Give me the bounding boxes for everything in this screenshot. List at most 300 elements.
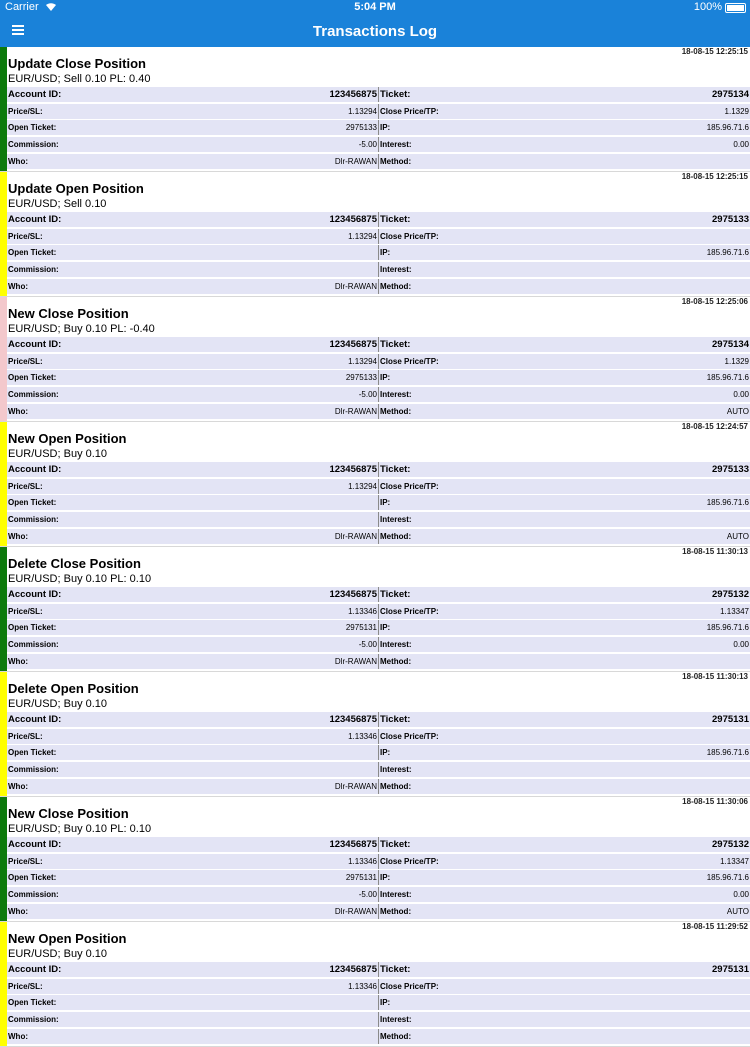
transaction-timestamp: 18-08-15 11:30:06: [682, 797, 748, 806]
transaction-subtitle: EUR/USD; Buy 0.10 PL: -0.40: [8, 323, 155, 335]
detail-cell: [7, 837, 379, 852]
transaction-color-bar: [0, 422, 7, 546]
price-sl-label: Price/SL:: [8, 856, 43, 866]
commission-value: -5.00: [358, 140, 377, 150]
detail-cell: [379, 887, 750, 902]
open-ticket-label: Open Ticket:: [8, 498, 57, 508]
who-label: Who:: [8, 531, 28, 541]
price-sl-value: 1.13346: [348, 981, 377, 991]
detail-row: [7, 979, 750, 994]
detail-cell: [7, 870, 379, 885]
detail-row: [7, 154, 750, 169]
ticket-value: 2975132: [712, 589, 749, 600]
ip-value: 185.96.71.6: [706, 623, 749, 633]
detail-cell: [379, 387, 750, 402]
interest-label: Interest:: [380, 140, 412, 150]
account-id-value: 123456875: [329, 339, 377, 350]
detail-cell: [379, 104, 750, 119]
status-bar: [0, 0, 750, 15]
detail-cell: [7, 154, 379, 169]
ticket-value: 2975131: [712, 964, 749, 975]
method-label: Method:: [380, 531, 412, 541]
detail-row: [7, 962, 750, 977]
detail-row: [7, 370, 750, 385]
detail-row: [7, 462, 750, 477]
commission-label: Commission:: [8, 140, 59, 150]
ip-label: IP:: [380, 373, 391, 383]
open-ticket-label: Open Ticket:: [8, 623, 57, 633]
close-price-tp-label: Close Price/TP:: [380, 106, 439, 116]
detail-cell: [7, 979, 379, 994]
detail-row: [7, 729, 750, 744]
detail-cell: [7, 245, 379, 260]
transaction-entry[interactable]: [0, 172, 750, 297]
detail-cell: [379, 262, 750, 277]
who-value: Dlr-RAWAN: [334, 906, 377, 916]
close-price-tp-value: 1.1329: [724, 106, 749, 116]
detail-cell: [379, 229, 750, 244]
detail-cell: [7, 104, 379, 119]
account-id-value: 123456875: [329, 839, 377, 850]
transaction-entry[interactable]: [0, 422, 750, 547]
detail-cell: [7, 887, 379, 902]
account-id-value: 123456875: [329, 714, 377, 725]
price-sl-value: 1.13346: [348, 856, 377, 866]
detail-row: [7, 229, 750, 244]
interest-label: Interest:: [380, 765, 412, 775]
transaction-title: Delete Close Position: [8, 556, 141, 571]
who-label: Who:: [8, 781, 28, 791]
method-label: Method:: [380, 156, 412, 166]
detail-row: [7, 87, 750, 102]
detail-cell: [7, 745, 379, 760]
detail-cell: [379, 870, 750, 885]
commission-label: Commission:: [8, 515, 59, 525]
detail-row: [7, 887, 750, 902]
ip-label: IP:: [380, 248, 391, 258]
account-id-value: 123456875: [329, 464, 377, 475]
who-label: Who:: [8, 656, 28, 666]
close-price-tp-label: Close Price/TP:: [380, 981, 439, 991]
transaction-title: New Open Position: [8, 931, 127, 946]
interest-value: 0.00: [733, 390, 749, 400]
detail-cell: [7, 620, 379, 635]
account-id-label: Account ID:: [8, 589, 62, 600]
detail-cell: [379, 462, 750, 477]
open-ticket-value: 2975131: [345, 623, 377, 633]
detail-row: [7, 604, 750, 619]
ticket-label: Ticket:: [380, 214, 411, 225]
detail-cell: [379, 762, 750, 777]
ticket-label: Ticket:: [380, 839, 411, 850]
detail-cell: [379, 995, 750, 1010]
close-price-tp-label: Close Price/TP:: [380, 481, 439, 491]
detail-cell: [7, 87, 379, 102]
detail-row: [7, 762, 750, 777]
detail-cell: [379, 354, 750, 369]
detail-cell: [379, 245, 750, 260]
price-sl-value: 1.13294: [348, 481, 377, 491]
who-label: Who:: [8, 1031, 28, 1041]
detail-cell: [7, 387, 379, 402]
account-id-value: 123456875: [329, 89, 377, 100]
transaction-subtitle: EUR/USD; Buy 0.10 PL: 0.10: [8, 823, 152, 835]
detail-row: [7, 212, 750, 227]
ticket-value: 2975134: [712, 89, 749, 100]
detail-row: [7, 512, 750, 527]
method-label: Method:: [380, 1031, 412, 1041]
detail-cell: [379, 137, 750, 152]
detail-cell: [379, 120, 750, 135]
detail-row: [7, 262, 750, 277]
detail-cell: [379, 1029, 750, 1044]
method-value: AUTO: [726, 531, 749, 541]
close-price-tp-value: 1.13347: [720, 856, 749, 866]
transactions-list[interactable]: [0, 47, 750, 1047]
detail-cell: [7, 512, 379, 527]
who-value: Dlr-RAWAN: [334, 781, 377, 791]
detail-cell: [379, 279, 750, 294]
ticket-label: Ticket:: [380, 714, 411, 725]
detail-row: [7, 745, 750, 760]
detail-cell: [379, 745, 750, 760]
price-sl-value: 1.13294: [348, 106, 377, 116]
account-id-value: 123456875: [329, 964, 377, 975]
ticket-value: 2975134: [712, 339, 749, 350]
detail-cell: [7, 462, 379, 477]
who-value: Dlr-RAWAN: [334, 656, 377, 666]
transaction-subtitle: EUR/USD; Sell 0.10 PL: 0.40: [8, 73, 151, 85]
detail-cell: [7, 404, 379, 419]
detail-cell: [379, 604, 750, 619]
price-sl-label: Price/SL:: [8, 731, 43, 741]
commission-value: -5.00: [358, 890, 377, 900]
detail-cell: [7, 337, 379, 352]
detail-cell: [7, 262, 379, 277]
transaction-color-bar: [0, 547, 7, 671]
transaction-title: New Close Position: [8, 306, 129, 321]
detail-cell: [379, 654, 750, 669]
detail-cell: [7, 604, 379, 619]
commission-label: Commission:: [8, 390, 59, 400]
account-id-label: Account ID:: [8, 339, 62, 350]
page-title: Transactions Log: [312, 23, 438, 40]
transaction-color-bar: [0, 47, 7, 171]
transaction-color-bar: [0, 672, 7, 796]
account-id-value: 123456875: [329, 214, 377, 225]
detail-cell: [7, 495, 379, 510]
account-id-label: Account ID:: [8, 464, 62, 475]
detail-cell: [379, 87, 750, 102]
detail-row: [7, 404, 750, 419]
detail-cell: [379, 904, 750, 919]
detail-cell: [7, 962, 379, 977]
detail-cell: [379, 620, 750, 635]
transaction-entry[interactable]: [0, 922, 750, 1047]
ip-label: IP:: [380, 998, 391, 1008]
detail-row: [7, 587, 750, 602]
detail-cell: [7, 212, 379, 227]
transaction-timestamp: 18-08-15 11:30:13: [682, 672, 748, 681]
who-label: Who:: [8, 281, 28, 291]
commission-label: Commission:: [8, 265, 59, 275]
detail-cell: [379, 979, 750, 994]
price-sl-value: 1.13294: [348, 356, 377, 366]
navigation-bar: [0, 15, 750, 47]
detail-cell: [379, 854, 750, 869]
detail-row: [7, 870, 750, 885]
detail-row: [7, 245, 750, 260]
method-label: Method:: [380, 781, 412, 791]
ip-label: IP:: [380, 873, 391, 883]
price-sl-value: 1.13346: [348, 606, 377, 616]
detail-cell: [379, 637, 750, 652]
detail-row: [7, 995, 750, 1010]
ip-value: 185.96.71.6: [706, 498, 749, 508]
detail-cell: [7, 904, 379, 919]
detail-cell: [379, 512, 750, 527]
interest-value: 0.00: [733, 890, 749, 900]
detail-cell: [7, 729, 379, 744]
interest-value: 0.00: [733, 640, 749, 650]
detail-row: [7, 904, 750, 919]
detail-row: [7, 495, 750, 510]
price-sl-label: Price/SL:: [8, 356, 43, 366]
transaction-subtitle: EUR/USD; Buy 0.10: [8, 948, 108, 960]
detail-cell: [379, 370, 750, 385]
open-ticket-value: 2975133: [345, 373, 377, 383]
detail-row: [7, 712, 750, 727]
detail-row: [7, 1029, 750, 1044]
detail-row: [7, 354, 750, 369]
detail-row: [7, 387, 750, 402]
transaction-timestamp: 18-08-15 12:24:57: [681, 422, 748, 431]
detail-cell: [379, 337, 750, 352]
detail-cell: [7, 137, 379, 152]
method-label: Method:: [380, 656, 412, 666]
transaction-timestamp: 18-08-15 12:25:06: [681, 297, 748, 306]
transaction-timestamp: 18-08-15 11:30:13: [682, 547, 748, 556]
battery-icon: [725, 3, 746, 13]
transaction-subtitle: EUR/USD; Buy 0.10 PL: 0.10: [8, 573, 152, 585]
price-sl-label: Price/SL:: [8, 231, 43, 241]
transaction-title: New Open Position: [8, 431, 127, 446]
detail-cell: [7, 1029, 379, 1044]
close-price-tp-value: 1.13347: [720, 606, 749, 616]
ip-value: 185.96.71.6: [706, 748, 749, 758]
detail-cell: [379, 962, 750, 977]
detail-cell: [7, 229, 379, 244]
detail-cell: [379, 779, 750, 794]
ticket-label: Ticket:: [380, 464, 411, 475]
ip-label: IP:: [380, 123, 391, 133]
close-price-tp-value: 1.1329: [724, 356, 749, 366]
transaction-timestamp: 18-08-15 11:29:52: [682, 922, 748, 931]
ticket-value: 2975133: [712, 214, 749, 225]
detail-cell: [7, 479, 379, 494]
detail-cell: [379, 212, 750, 227]
transaction-entry[interactable]: [0, 47, 750, 172]
interest-label: Interest:: [380, 265, 412, 275]
transaction-title: New Close Position: [8, 806, 129, 821]
battery-percent: 100%: [693, 1, 722, 13]
ip-value: 185.96.71.6: [706, 373, 749, 383]
transaction-color-bar: [0, 797, 7, 921]
detail-cell: [7, 637, 379, 652]
detail-cell: [7, 120, 379, 135]
detail-cell: [379, 404, 750, 419]
ip-value: 185.96.71.6: [706, 873, 749, 883]
commission-label: Commission:: [8, 1015, 59, 1025]
detail-cell: [7, 587, 379, 602]
open-ticket-value: 2975133: [345, 123, 377, 133]
who-label: Who:: [8, 406, 28, 416]
interest-label: Interest:: [380, 640, 412, 650]
ticket-value: 2975131: [712, 714, 749, 725]
who-value: Dlr-RAWAN: [334, 406, 377, 416]
open-ticket-value: 2975131: [345, 873, 377, 883]
detail-cell: [379, 1012, 750, 1027]
detail-cell: [7, 779, 379, 794]
ticket-label: Ticket:: [380, 964, 411, 975]
ip-value: 185.96.71.6: [706, 248, 749, 258]
commission-value: -5.00: [358, 390, 377, 400]
detail-row: [7, 837, 750, 852]
who-value: Dlr-RAWAN: [334, 156, 377, 166]
transaction-entry[interactable]: [0, 672, 750, 797]
detail-row: [7, 620, 750, 635]
ip-label: IP:: [380, 498, 391, 508]
detail-row: [7, 654, 750, 669]
transaction-entry[interactable]: [0, 797, 750, 922]
detail-row: [7, 779, 750, 794]
interest-value: 0.00: [733, 140, 749, 150]
price-sl-label: Price/SL:: [8, 981, 43, 991]
transaction-color-bar: [0, 172, 7, 296]
commission-label: Commission:: [8, 890, 59, 900]
ticket-label: Ticket:: [380, 89, 411, 100]
detail-cell: [7, 654, 379, 669]
interest-label: Interest:: [380, 515, 412, 525]
detail-row: [7, 479, 750, 494]
account-id-label: Account ID:: [8, 714, 62, 725]
price-sl-label: Price/SL:: [8, 106, 43, 116]
open-ticket-label: Open Ticket:: [8, 248, 57, 258]
open-ticket-label: Open Ticket:: [8, 123, 57, 133]
method-value: AUTO: [726, 406, 749, 416]
transaction-timestamp: 18-08-15 12:25:15: [681, 47, 748, 56]
detail-row: [7, 337, 750, 352]
detail-cell: [379, 587, 750, 602]
account-id-label: Account ID:: [8, 964, 62, 975]
detail-cell: [7, 529, 379, 544]
transaction-title: Update Open Position: [8, 181, 144, 196]
interest-label: Interest:: [380, 1015, 412, 1025]
interest-label: Interest:: [380, 390, 412, 400]
detail-cell: [7, 762, 379, 777]
open-ticket-label: Open Ticket:: [8, 373, 57, 383]
transaction-title: Update Close Position: [8, 56, 146, 71]
price-sl-value: 1.13294: [348, 231, 377, 241]
detail-cell: [379, 837, 750, 852]
detail-row: [7, 279, 750, 294]
interest-label: Interest:: [380, 890, 412, 900]
detail-row: [7, 1012, 750, 1027]
method-label: Method:: [380, 406, 412, 416]
carrier-label: Carrier: [5, 1, 39, 13]
account-id-label: Account ID:: [8, 89, 62, 100]
transaction-color-bar: [0, 922, 7, 1046]
price-sl-label: Price/SL:: [8, 606, 43, 616]
ip-label: IP:: [380, 748, 391, 758]
ip-label: IP:: [380, 623, 391, 633]
transaction-subtitle: EUR/USD; Buy 0.10: [8, 698, 108, 710]
detail-cell: [7, 354, 379, 369]
commission-value: -5.00: [358, 640, 377, 650]
who-label: Who:: [8, 906, 28, 916]
ticket-label: Ticket:: [380, 339, 411, 350]
close-price-tp-label: Close Price/TP:: [380, 231, 439, 241]
ticket-value: 2975132: [712, 839, 749, 850]
detail-row: [7, 854, 750, 869]
detail-row: [7, 104, 750, 119]
who-value: Dlr-RAWAN: [334, 531, 377, 541]
clock: 5:04 PM: [354, 1, 396, 13]
detail-row: [7, 120, 750, 135]
close-price-tp-label: Close Price/TP:: [380, 356, 439, 366]
detail-cell: [7, 712, 379, 727]
detail-cell: [379, 495, 750, 510]
ip-value: 185.96.71.6: [706, 123, 749, 133]
method-label: Method:: [380, 281, 412, 291]
transaction-color-bar: [0, 297, 7, 421]
detail-cell: [379, 479, 750, 494]
ticket-label: Ticket:: [380, 589, 411, 600]
detail-cell: [379, 154, 750, 169]
close-price-tp-label: Close Price/TP:: [380, 606, 439, 616]
detail-cell: [379, 729, 750, 744]
detail-cell: [7, 370, 379, 385]
account-id-label: Account ID:: [8, 839, 62, 850]
method-label: Method:: [380, 906, 412, 916]
transaction-entry[interactable]: [0, 547, 750, 672]
detail-cell: [379, 712, 750, 727]
detail-cell: [7, 279, 379, 294]
price-sl-label: Price/SL:: [8, 481, 43, 491]
price-sl-value: 1.13346: [348, 731, 377, 741]
ticket-value: 2975133: [712, 464, 749, 475]
detail-row: [7, 529, 750, 544]
close-price-tp-label: Close Price/TP:: [380, 856, 439, 866]
close-price-tp-label: Close Price/TP:: [380, 731, 439, 741]
detail-cell: [7, 854, 379, 869]
commission-label: Commission:: [8, 765, 59, 775]
method-value: AUTO: [726, 906, 749, 916]
transaction-entry[interactable]: [0, 297, 750, 422]
transaction-subtitle: EUR/USD; Buy 0.10: [8, 448, 108, 460]
open-ticket-label: Open Ticket:: [8, 873, 57, 883]
who-value: Dlr-RAWAN: [334, 281, 377, 291]
account-id-label: Account ID:: [8, 214, 62, 225]
who-label: Who:: [8, 156, 28, 166]
commission-label: Commission:: [8, 640, 59, 650]
detail-cell: [7, 1012, 379, 1027]
detail-cell: [7, 995, 379, 1010]
transaction-title: Delete Open Position: [8, 681, 139, 696]
transaction-subtitle: EUR/USD; Sell 0.10: [8, 198, 107, 210]
open-ticket-label: Open Ticket:: [8, 998, 57, 1008]
transaction-timestamp: 18-08-15 12:25:15: [681, 172, 748, 181]
